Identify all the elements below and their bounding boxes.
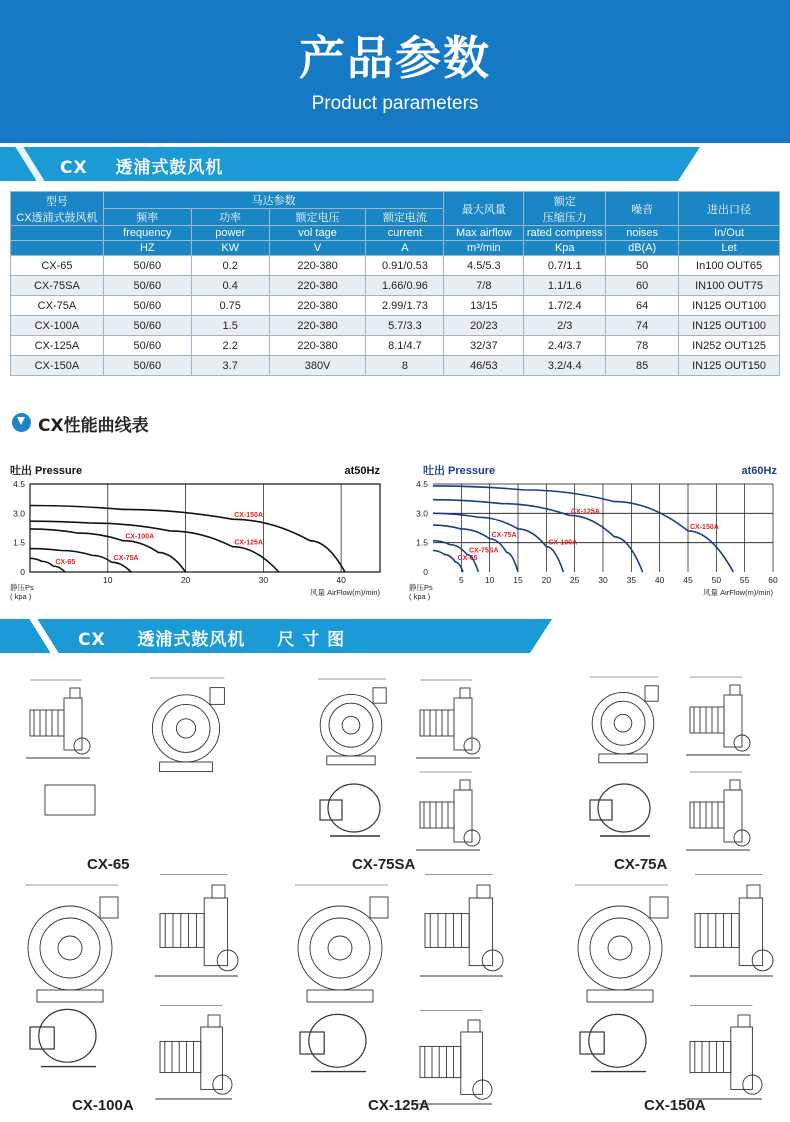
table-row [11,316,780,336]
series-label: CX-125A [234,539,264,547]
drawing-cx-75sa [318,679,480,850]
unit-kpa: Kpa [524,241,606,256]
table-cell: 60 [606,276,679,296]
table-cell: 0.75 [191,296,269,316]
y-axis-label: ( kpa ) [409,592,431,601]
motor-body [420,710,454,736]
motor-body [420,802,454,828]
table-cell: 0.4 [191,276,269,296]
fan-housing [461,1032,483,1094]
table-cell: 78 [606,336,679,356]
series-label: CX-125A [571,508,600,516]
outlet-flange [747,885,760,898]
table-cell: CX-75SA [11,276,104,296]
chart-50hz [8,460,390,610]
hub-circle [608,936,632,960]
hub-circle [328,936,352,960]
table-cell: 85 [606,356,679,376]
x-tick-label: 40 [336,575,346,585]
x-tick-label: 30 [598,575,608,585]
table-cell: 50/60 [103,276,191,296]
table-cell: 2.99/1.73 [366,296,444,316]
table-cell: 380V [269,356,366,376]
base-plate [327,756,375,765]
motor-body [695,914,739,948]
table-cell: 46/53 [444,356,524,376]
series-label: CX-65 [55,559,76,567]
table-cell: 8.1/4.7 [366,336,444,356]
col-voltage-cn: 额定电压 [269,209,366,226]
table-cell: 1.5 [191,316,269,336]
fan-housing [204,898,227,966]
fan-housing [731,1027,753,1089]
y-tick-label: 4.5 [13,479,25,489]
series-label: CX-150A [234,512,264,520]
hub-circle [614,714,632,732]
y-axis-label: 静压Ps [10,583,34,592]
table-cell: 220-380 [269,316,366,336]
table-cell: IN100 OUT75 [679,276,780,296]
col-pressure-en: rated compress [524,226,606,241]
x-tick-label: 10 [103,575,113,585]
table-cell: IN125 OUT150 [679,356,780,376]
y-axis-label: 静压Ps [409,583,433,592]
outlet-flange [730,780,740,790]
noise-header: 噪音 [606,192,679,226]
col-voltage-en: vol tage [269,226,366,241]
x-tick-label: 45 [683,575,693,585]
table-cell: CX-65 [11,256,104,276]
motor-body [425,914,469,948]
page-header [0,0,790,143]
x-tick-label: 60 [768,575,778,585]
motor-body [160,1041,201,1072]
base-plate [160,762,213,772]
base-plate [307,990,373,1002]
model-header: 型号 CX透浦式鼓风机 [11,192,104,226]
outlet-port [370,897,388,918]
col-airflow-en: Max airflow [444,226,524,241]
pressure-header: 额定 压缩压力 [524,192,606,226]
x-tick-label: 55 [739,575,750,585]
x-tick-label: 25 [569,575,580,585]
table-cell: 50/60 [103,356,191,376]
table-cell: 2.2 [191,336,269,356]
unit-kw: KW [191,241,269,256]
table-cell: 2.4/3.7 [524,336,606,356]
model-label-cx-125a: CX-125A [368,1097,430,1114]
y-tick-label: 0 [20,567,25,577]
y-tick-label: 0 [423,567,428,577]
motor-body [160,914,204,948]
outlet-flange [730,685,740,695]
table-cell: IN125 OUT100 [679,316,780,336]
x-tick-label: 10 [484,575,495,585]
col-current-cn: 额定电流 [366,209,444,226]
fan-housing [454,790,472,842]
base-plate [37,990,103,1002]
motor-body [690,802,724,828]
table-row [11,276,780,296]
table-cell: 1.1/1.6 [524,276,606,296]
chart-title: 吐出 Pressure [423,465,496,477]
base-plate [587,990,653,1002]
table-cell: 220-380 [269,296,366,316]
x-tick-label: 30 [258,575,269,585]
fan-housing [724,695,742,747]
series-line [433,541,478,572]
housing-circle [152,695,219,762]
photo-motor [320,800,342,820]
col-io-en: In/Out [679,226,780,241]
impeller-circle [601,701,645,745]
chart-subtitle: at50Hz [344,465,380,477]
col-power-cn: 功率 [191,209,269,226]
table-cell: 50 [606,256,679,276]
fan-housing [64,698,82,750]
airflow-header: 最大风量 [444,192,524,226]
section-prefix-2: CX [78,630,106,650]
spec-table [10,191,780,376]
photo-housing [309,1014,366,1067]
series-label: CX-75A [491,531,517,539]
unit-let: Let [679,241,780,256]
table-cell: 0.7/1.1 [524,256,606,276]
table-cell: CX-100A [11,316,104,336]
drawing-cx-65 [26,678,224,815]
model-label-cx-100a: CX-100A [72,1097,134,1114]
photo-housing [328,784,380,832]
x-tick-label: 5 [458,575,464,585]
table-cell: CX-75A [11,296,104,316]
io-header: 进出口径 [679,192,780,226]
table-cell: In100 OUT65 [679,256,780,276]
table-row [11,336,780,356]
photo-housing [598,784,650,832]
x-axis-label: 风量 AirFlow(m)/min) [703,588,773,597]
housing-circle [578,906,662,990]
col-noise-en: noises [606,226,679,241]
table-cell: 13/15 [444,296,524,316]
impeller-circle [40,918,100,978]
x-tick-label: 50 [711,575,722,585]
table-cell: 5.7/3.3 [366,316,444,336]
table-cell: 0.91/0.53 [366,256,444,276]
impeller-circle [162,704,210,752]
housing-circle [298,906,382,990]
x-tick-label: 40 [654,575,665,585]
unit-a: A [366,241,444,256]
outlet-flange [460,688,470,698]
chart-subtitle: at60Hz [741,465,777,477]
table-row [11,356,780,376]
hub-circle [342,716,360,734]
section-title-2b: 尺 寸 图 [277,630,346,650]
motor-body [30,710,64,736]
table-cell: 32/37 [444,336,524,356]
table-cell: 50/60 [103,316,191,336]
x-axis-label: 风量 AirFlow(m)/min) [310,588,380,597]
table-cell: CX-125A [11,336,104,356]
table-cell: 1.7/2.4 [524,296,606,316]
table-cell: 0.2 [191,256,269,276]
motor-body [690,707,724,733]
series-label: CX-100A [125,533,155,541]
table-cell: 50/60 [103,296,191,316]
photo-motor [30,1027,54,1049]
table-cell: 74 [606,316,679,336]
plot-frame [30,484,380,572]
fan-housing [724,790,742,842]
col-power-en: power [191,226,269,241]
outlet-port [650,897,668,918]
table-cell: 50/60 [103,256,191,276]
y-tick-label: 1.5 [416,537,428,548]
section-prefix: CX [60,158,88,178]
drawing-cx-125a [295,875,503,1104]
photo-motor [580,1032,604,1054]
table-row [11,296,780,316]
series-label: CX-75A [113,555,139,563]
photo-housing [39,1009,96,1062]
table-cell: IN125 OUT100 [679,296,780,316]
table-cell: 3.2/4.4 [524,356,606,376]
table-cell: IN252 OUT125 [679,336,780,356]
table-cell: 20/23 [444,316,524,336]
y-tick-label: 3.0 [416,508,428,519]
col-current-en: current [366,226,444,241]
photo-motor [300,1032,324,1054]
section-title-2: 透浦式鼓风机 [137,630,246,650]
outlet-flange [208,1015,220,1027]
fan-housing [469,898,492,966]
series-label: CX-65 [457,555,478,563]
outlet-port [645,686,658,701]
fan-housing [739,898,762,966]
y-tick-label: 4.5 [416,479,428,489]
unit-hz: HZ [103,241,191,256]
impeller-circle [310,918,370,978]
table-cell: 8 [366,356,444,376]
x-tick-label: 15 [513,575,523,585]
outlet-flange [477,885,490,898]
table-cell: 220-380 [269,336,366,356]
table-cell: 220-380 [269,276,366,296]
model-label-cx-75a: CX-75A [614,856,668,873]
series-label: CX-100A [548,539,578,547]
motor-body [690,1041,731,1072]
table-cell: 4.5/5.3 [444,256,524,276]
housing-circle [28,906,112,990]
outlet-port [210,688,224,705]
unit-db: dB(A) [606,241,679,256]
photo-motor [590,800,612,820]
x-tick-label: 20 [180,575,191,585]
table-cell: 220-380 [269,256,366,276]
series-label: CX-75SA [469,547,499,555]
drawing-cx-75a [590,677,750,850]
section-banner-specs [0,147,790,181]
table-cell: 2/3 [524,316,606,336]
chart-title: 吐出 Pressure [10,465,83,477]
table-cell: 7/8 [444,276,524,296]
motor-body [420,1046,461,1077]
fan-housing [454,698,472,750]
x-tick-label: 35 [626,575,637,585]
y-tick-label: 3.0 [13,508,25,519]
table-cell: 64 [606,296,679,316]
table-row [11,256,780,276]
drawing-cx-150a [575,875,773,1099]
hub-circle [176,719,195,738]
photo-housing [589,1014,646,1067]
hub-circle [58,936,82,960]
table-cell: CX-150A [11,356,104,376]
base-plate [599,754,647,763]
y-tick-label: 1.5 [13,537,25,548]
col-frequency-cn: 频率 [103,209,191,226]
table-cell: 3.7 [191,356,269,376]
outlet-flange [212,885,225,898]
x-tick-label: 20 [541,575,552,585]
chart-60hz [405,460,783,610]
outlet-flange [468,1020,480,1032]
dimension-drawings [0,660,790,1122]
table-cell: 50/60 [103,336,191,356]
outlet-flange [70,688,80,698]
impeller-circle [329,703,373,747]
model-label-cx-75sa: CX-75SA [352,856,416,873]
flange-detail [45,785,95,815]
table-cell: 1.66/0.96 [366,276,444,296]
drawing-cx-100a [25,875,238,1099]
unit-airflow: m³/min [444,241,524,256]
outlet-flange [460,780,470,790]
unit-v: V [269,241,366,256]
outlet-port [373,688,386,703]
page-subtitle: Product parameters [311,93,479,114]
down-arrow-icon [12,413,31,432]
section-title: 透浦式鼓风机 [115,158,224,178]
col-frequency-en: frequency [103,226,191,241]
impeller-circle [590,918,650,978]
y-axis-label: ( kpa ) [10,592,32,601]
section-banner-dimensions [0,619,560,653]
fan-housing [201,1027,223,1089]
series-label: CX-150A [690,523,719,531]
page-title: 产品参数 [299,31,491,85]
model-label-cx-65: CX-65 [87,856,130,873]
series-line [30,506,345,572]
outlet-flange [738,1015,750,1027]
motor-header: 马达参数 [103,192,444,209]
outlet-port [100,897,118,918]
model-label-cx-150a: CX-150A [644,1097,706,1114]
